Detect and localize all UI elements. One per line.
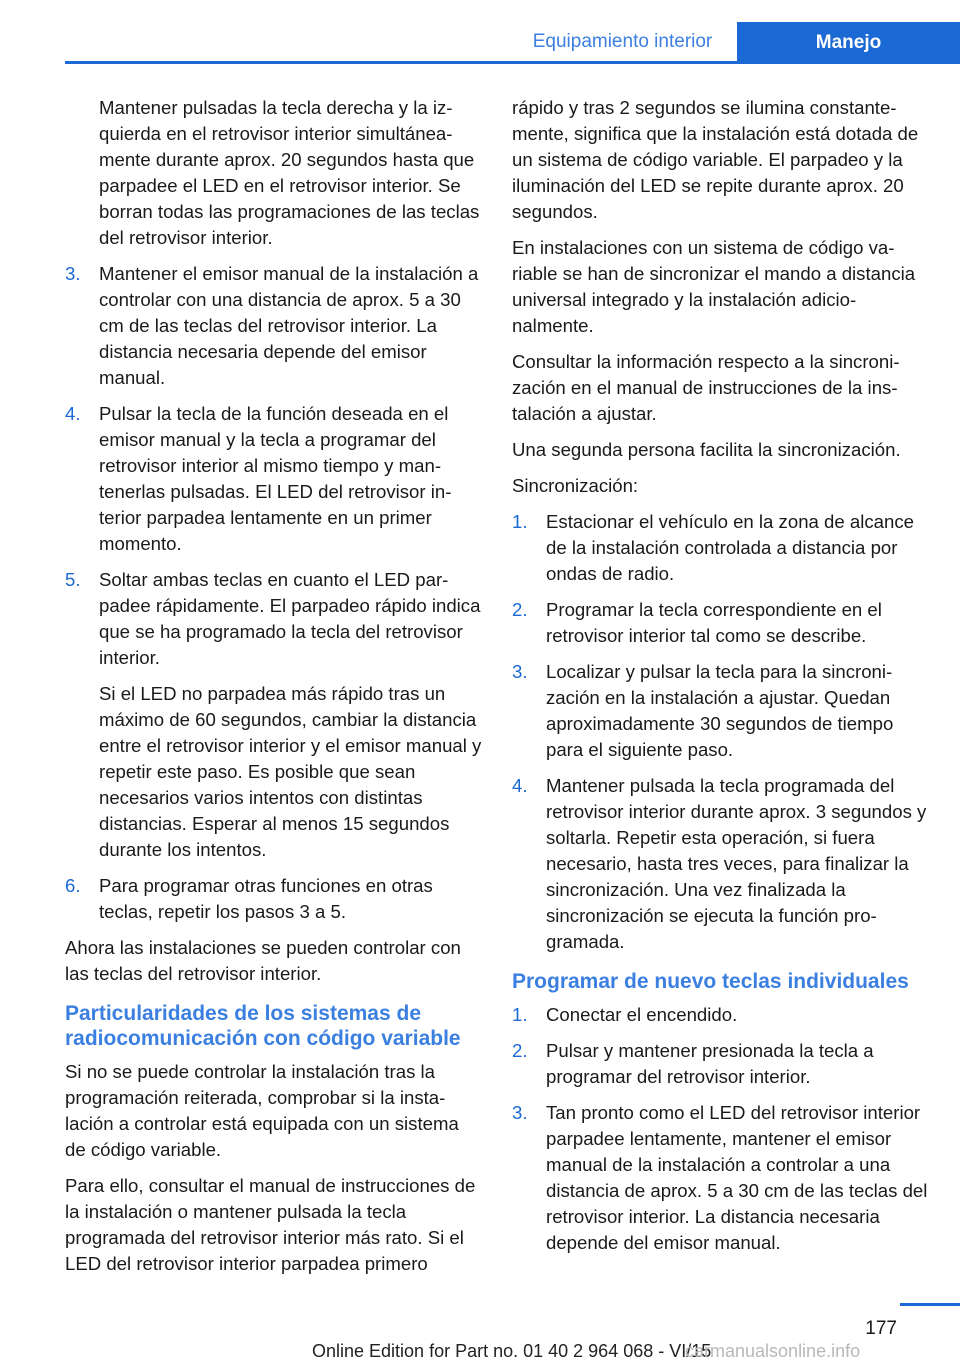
paragraph: Ahora las instalaciones se pueden controlar con las teclas del retrovisor interior.	[65, 937, 461, 984]
page-number: 177	[865, 1318, 897, 1339]
step-number: 1.	[512, 1004, 528, 1025]
step-number: 4.	[512, 775, 528, 796]
step-text: Conectar el encendido.	[546, 1004, 738, 1025]
programming-steps	[65, 261, 482, 925]
step-number: 6.	[65, 875, 81, 896]
paragraph: En instalaciones con un sistema de código variable se han de sincronizar el mando a distancia universal integrado y la instalación adicionalmente.	[512, 237, 916, 336]
footer-rule	[900, 1303, 960, 1306]
watermark: carmanualsonline.info	[685, 1341, 861, 1361]
section-heading: Particularidades de los sistemas de radiocomunicación con código variable	[65, 1002, 461, 1050]
list-item	[512, 509, 929, 587]
list-item	[512, 597, 929, 649]
paragraph: rápido y tras 2 segundos se ilumina constantemente, significa que la instalación está dotada de un sistema de código variable. El parpadeo y la iluminación del LED se repite durante aprox. 20 segundos.	[512, 97, 919, 222]
paragraph: Sincronización:	[512, 475, 639, 496]
sync-steps	[512, 509, 929, 955]
list-item	[65, 261, 482, 391]
list-item	[512, 1038, 929, 1090]
step-number: 3.	[512, 1102, 528, 1123]
list-item	[65, 873, 482, 925]
right-column	[512, 95, 929, 1266]
header-tab: Manejo	[737, 22, 960, 62]
list-item	[65, 401, 482, 557]
step-number: 3.	[512, 661, 528, 682]
list-item	[65, 567, 482, 863]
step-text: Pulsar la tecla de la función deseada en el emisor manual y la tecla a programar del retrovisor interior al mismo tiempo y mantenerlas pulsadas. El LED del retrovisor interior parpadea lentamente en un primer momento.	[99, 403, 452, 554]
step-text: Mantener el emisor manual de la instalación a controlar con una distancia de aprox. 5 a 30 cm de las teclas del retrovisor interior. La distancia necesaria depende del emisor manual.	[99, 263, 479, 388]
step-text: Soltar ambas teclas en cuanto el LED parpadee rápidamente. El parpadeo rápido indica que se ha programado la tecla del retrovisor interior.	[99, 569, 481, 668]
edition-note: Online Edition for Part no. 01 40 2 964 068 - VI/15	[312, 1341, 712, 1361]
paragraph: Una segunda persona facilita la sincronización.	[512, 439, 901, 460]
step-text: Tan pronto como el LED del retrovisor interior parpadee lentamente, mantener el emisor manual de la instalación a controlar a una distancia de aprox. 5 a 30 cm de las teclas del retrovisor interior. La distancia necesaria depende del emisor manual.	[546, 1102, 928, 1253]
header-section-title: Equipamiento interior	[532, 31, 713, 52]
list-item	[512, 1100, 929, 1256]
section-heading: Programar de nuevo teclas individuales	[512, 970, 909, 993]
step-note: Si el LED no parpadea más rápido tras un máximo de 60 segundos, cambiar la distancia entre el retrovisor interior y el emisor manual y repetir este paso. Es posible que sean necesarios varios intentos con distintas distancias. Esperar al menos 15 segundos durante los intentos.	[99, 683, 482, 860]
list-item	[512, 1002, 929, 1028]
step-number: 4.	[65, 403, 81, 424]
step-text: Pulsar y mantener presionada la tecla a programar del retrovisor interior.	[546, 1040, 874, 1087]
step-text: Programar la tecla correspondiente en el retrovisor interior tal como se describe.	[546, 599, 882, 646]
step-number: 1.	[512, 511, 528, 532]
step-number: 2.	[512, 1040, 528, 1061]
list-item	[512, 773, 929, 955]
step-number: 3.	[65, 263, 81, 284]
paragraph: Para ello, consultar el manual de instrucciones de la instalación o mantener pulsada la tecla programada del retrovisor interior más rato. Si el LED del retrovisor interior parpadea primero	[65, 1175, 476, 1274]
step-text: Para programar otras funciones en otras teclas, repetir los pasos 3 a 5.	[99, 875, 433, 922]
paragraph: Consultar la información respecto a la sincronización en el manual de instrucciones de la instalación a ajustar.	[512, 351, 900, 424]
step-text: Localizar y pulsar la tecla para la sincronización en la instalación a ajustar. Quedan aproximadamente 30 segundos de tiempo para el siguiente paso.	[546, 661, 894, 760]
step-number: 2.	[512, 599, 528, 620]
paragraph: Si no se puede controlar la instalación tras la programación reiterada, comprobar si la instalación a controlar está equipada con un sistema de código variable.	[65, 1061, 459, 1160]
reprogram-steps	[512, 1002, 929, 1256]
step-2-continuation: Mantener pulsadas la tecla derecha y la izquierda en el retrovisor interior simultáneamente durante aprox. 20 segundos hasta que parpadee el LED en el retrovisor interior. Se borran todas las programaciones de las teclas del retrovisor interior.	[99, 97, 480, 248]
step-text: Estacionar el vehículo en la zona de alcance de la instalación controlada a distancia por ondas de radio.	[546, 511, 914, 584]
list-item	[512, 659, 929, 763]
left-column	[65, 95, 482, 1287]
step-number: 5.	[65, 569, 81, 590]
step-text: Mantener pulsada la tecla programada del retrovisor interior durante aprox. 3 segundos y soltarla. Repetir esta operación, si fuera necesario, hasta tres veces, para finalizar la sincronización. Una vez finalizada la sincronización se ejecuta la función programada.	[546, 775, 927, 952]
